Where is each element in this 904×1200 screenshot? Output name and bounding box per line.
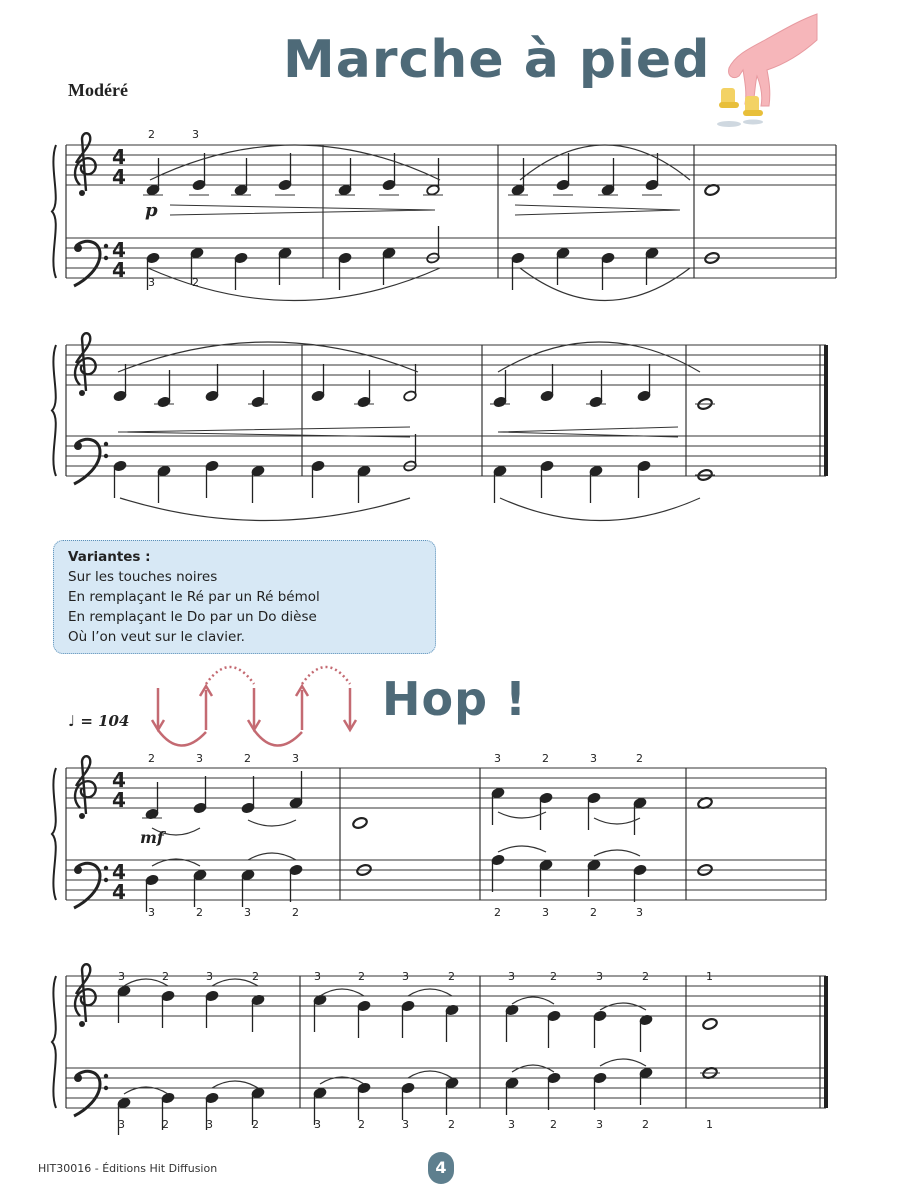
note [587,792,601,830]
note [205,460,219,498]
note [539,859,553,897]
note [547,1010,561,1048]
slur [212,1081,258,1088]
note [161,990,175,1028]
variantes-title: Variantes : [68,549,151,565]
note [401,1000,415,1038]
tempo-moderato: Modéré [68,80,128,100]
note [540,460,554,498]
fingering: 3 [118,1118,125,1131]
slur [498,812,546,818]
slur [248,820,296,826]
time-signature: 4 [112,788,126,812]
fingering: 2 [642,1118,649,1131]
note [234,252,248,290]
note [639,1067,653,1105]
note [445,1004,459,1042]
fingering: 2 [148,752,155,765]
note [289,771,303,809]
note [511,252,525,290]
note [633,864,647,902]
fingering: 3 [402,1118,409,1131]
fingering: 2 [162,1118,169,1131]
note [587,859,601,897]
note [251,465,265,503]
page-number-badge: 4 [428,1152,454,1184]
fingering: 3 [590,752,597,765]
note [505,1004,519,1042]
note [251,994,265,1032]
fingering: 2 [642,970,649,983]
fingering: 2 [244,752,251,765]
variantes-line-4: Où l’on veut sur le clavier. [68,629,245,645]
fingering: 2 [292,906,299,919]
slur [520,268,690,301]
note [338,252,352,290]
fingering: 2 [358,970,365,983]
fingering: 3 [148,906,155,919]
fingering: 3 [206,1118,213,1131]
fingering: 2 [590,906,597,919]
note [637,460,651,498]
note [357,1082,371,1120]
note [278,247,292,285]
note [639,1014,653,1052]
hop-arrows [140,660,380,760]
fingering: 3 [494,752,501,765]
note [241,869,255,907]
system-2-treble-staff [66,345,826,385]
slur [320,989,364,996]
slur [600,1059,646,1066]
system-1-brace [52,145,56,278]
note [278,153,292,191]
note [547,1072,561,1110]
note [601,158,615,196]
note [352,816,368,829]
time-signature: 4 [112,165,126,189]
slur [120,498,410,521]
note [539,792,553,830]
fingering: 3 [508,1118,515,1131]
variantes-line-2: En remplaçant le Ré par un Ré bémol [68,589,320,605]
system-4-brace [52,976,56,1108]
fingering: 3 [508,970,515,983]
note [193,776,207,814]
note [593,1072,607,1110]
variantes-line-3: En remplaçant le Do par un Do dièse [68,609,317,625]
system-1-bass-staff [66,238,836,278]
fingering: 2 [358,1118,365,1131]
piece-title-hop: Hop ! [382,672,528,726]
fingering: 3 [596,970,603,983]
note [702,1017,718,1030]
variantes-box [53,540,436,654]
note [633,797,647,835]
note [589,465,603,503]
note [645,247,659,285]
slur [594,818,640,824]
time-signature: 4 [112,258,126,282]
fingering: 2 [542,752,549,765]
note [493,370,507,408]
fingering: 2 [148,128,155,141]
slur [408,989,452,996]
fingering: 2 [636,752,643,765]
note [401,1082,415,1120]
fingering: 3 [206,970,213,983]
fingering: 3 [244,906,251,919]
fingering: 3 [314,970,321,983]
dynamic-piano: p [145,200,158,221]
note [311,364,325,402]
note [540,364,554,402]
system-1-treble-staff [66,145,836,185]
slur [512,997,554,1004]
note [491,854,505,892]
note [251,370,265,408]
tempo-value: = 104 [80,712,130,730]
note [357,1000,371,1038]
piece-title-marche: Marche à pied [283,30,711,90]
time-signature: 4 [112,860,126,884]
note [601,252,615,290]
decrescendo [515,205,680,215]
fingering: 3 [196,752,203,765]
fingering: 3 [402,970,409,983]
note [556,153,570,191]
note [113,460,127,498]
fingering: 3 [596,1118,603,1131]
note [205,990,219,1028]
fingering: 3 [118,970,125,983]
decrescendo [170,205,435,215]
note [505,1077,519,1115]
fingering: 2 [448,1118,455,1131]
note [157,465,171,503]
tempo-marking [68,712,129,730]
note [556,247,570,285]
note [338,158,352,196]
fingering: 2 [192,276,199,289]
note [289,864,303,902]
fingering: 2 [252,1118,259,1131]
fingering: 2 [448,970,455,983]
fingering: 1 [706,1118,713,1131]
fingering: 2 [494,906,501,919]
note [205,364,219,402]
fingering: 2 [550,1118,557,1131]
fingering: 3 [292,752,299,765]
note [637,364,651,402]
note [313,994,327,1032]
time-signature: 4 [112,880,126,904]
fingering: 3 [636,906,643,919]
fingering: 2 [550,970,557,983]
slur [118,342,418,372]
time-signature: 4 [112,768,126,792]
fingering: 2 [196,906,203,919]
note [117,985,131,1023]
fingering: 3 [314,1118,321,1131]
slur [498,342,700,372]
note [589,370,603,408]
slur [248,853,296,860]
note [382,247,396,285]
note [157,370,171,408]
note [357,465,371,503]
fingering: 2 [162,970,169,983]
note [491,787,505,825]
note [241,776,255,814]
note [234,158,248,196]
note [445,1077,459,1115]
dynamic-mezzo-forte: mf [140,828,164,847]
fingering: 3 [148,276,155,289]
time-signature: 4 [112,145,126,169]
note [311,460,325,498]
slur [498,846,546,852]
footer-code: HIT30016 - Éditions Hit Diffusion [38,1162,218,1175]
slur [594,850,640,856]
system-2-brace [52,345,56,476]
note [193,869,207,907]
note [593,1010,607,1048]
fingering: 2 [252,970,259,983]
note [403,364,417,402]
system-2-bass-staff [66,436,826,476]
slur [408,1071,452,1078]
fingering: 3 [192,128,199,141]
fingering: 3 [542,906,549,919]
system-3-brace [52,768,56,900]
slur [500,498,700,521]
time-signature: 4 [112,238,126,262]
note [493,465,507,503]
quarter-note-icon: ♩ [68,712,76,730]
system-3-bass-staff [66,860,826,900]
variantes-line-1: Sur les touches noires [68,569,218,585]
note [146,158,160,196]
fingering: 1 [706,970,713,983]
note [357,370,371,408]
